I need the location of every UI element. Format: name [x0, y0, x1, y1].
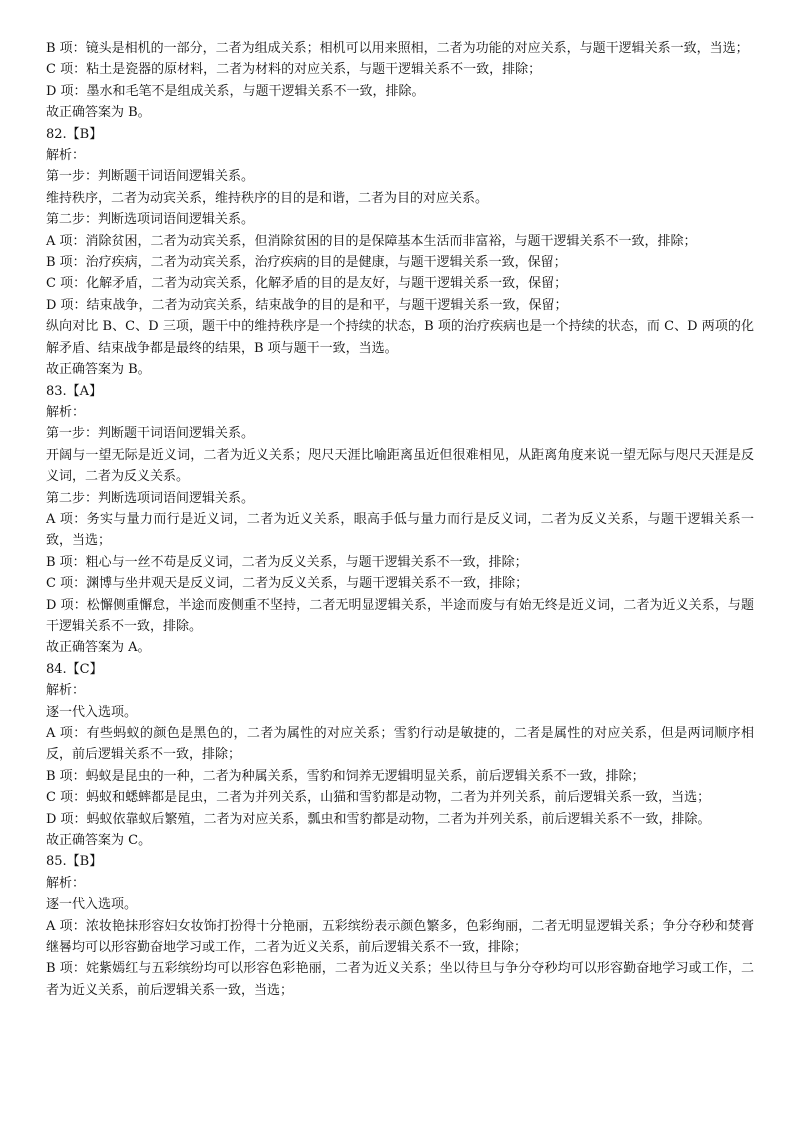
text-line: C 项：化解矛盾，二者为动宾关系，化解矛盾的目的是友好，与题干逻辑关系一致，保留；: [46, 276, 568, 292]
analysis-heading: 解析：: [46, 683, 86, 699]
text-line: B 项：粗心与一丝不苟是反义词，二者为反义关系，与题干逻辑关系不一致，排除；: [46, 554, 528, 570]
answer-line: 故正确答案为 C。: [46, 833, 152, 849]
text-line: A 项：消除贫困，二者为动宾关系，但消除贫困的目的是保障基本生活而非富裕，与题干逻辑关系不一致，排除；: [46, 233, 697, 249]
text-line: C 项：粘土是瓷器的原材料，二者为材料的对应关系，与题干逻辑关系不一致，排除；: [46, 62, 542, 78]
text-line: 逐一代入选项。: [46, 897, 138, 913]
question-number: 85.【B】: [46, 854, 103, 870]
text-line: A 项：务实与量力而行是近义词，二者为近义关系，眼高手低与量力而行是反义词，二者为反义关系，与题干逻辑关系一致，当选；: [46, 511, 754, 549]
answer-line: 故正确答案为 A。: [46, 640, 151, 656]
question-number: 84.【C】: [46, 661, 103, 677]
analysis-heading: 解析：: [46, 404, 86, 420]
analysis-heading: 解析：: [46, 875, 86, 891]
text-line: 逐一代入选项。: [46, 704, 138, 720]
question-number: 83.【A】: [46, 383, 103, 399]
text-line: 第二步：判断选项词语间逻辑关系。: [46, 212, 255, 228]
text-line: 第一步：判断题干词语间逻辑关系。: [46, 426, 255, 442]
answer-line: 故正确答案为 B。: [46, 105, 151, 121]
text-line: B 项：姹紫嫣红与五彩缤纷均可以形容色彩艳丽，二者为近义关系；坐以待旦与争分夺秒均可以形容勤奋地学习或工作，二者为近义关系，前后逻辑关系一致，当选；: [46, 961, 754, 998]
text-line: B 项：治疗疾病，二者为动宾关系，治疗疾病的目的是健康，与题干逻辑关系一致，保留；: [46, 255, 567, 271]
text-line: 第一步：判断题干词语间逻辑关系。: [46, 169, 255, 185]
text-line: 纵向对比 B、C、D 三项，题干中的维持秩序是一个持续的状态，B 项的治疗疾病也是一个持续的状态，而 C、D 两项的化解矛盾、结束战争都是最终的结果，B 项与题干一致，当选。: [46, 319, 754, 356]
text-line: D 项：松懈侧重懈怠，半途而废侧重不坚持，二者无明显逻辑关系，半途而废与有始无终是近义词，二者为近义关系，与题干逻辑关系不一致，排除。: [46, 597, 754, 634]
text-line: 维持秩序，二者为动宾关系，维持秩序的目的是和谐，二者为目的对应关系。: [46, 190, 489, 206]
text-line: B 项：蚂蚁是昆虫的一种，二者为种属关系，雪豹和饲养无逻辑明显关系，前后逻辑关系不一致，排除；: [46, 768, 645, 784]
answer-line: 故正确答案为 B。: [46, 362, 151, 378]
text-line: D 项：蚂蚁依靠蚁后繁殖，二者为对应关系，瓢虫和雪豹都是动物，二者为并列关系，前后逻辑关系不一致，排除。: [46, 811, 711, 827]
text-line: D 项：墨水和毛笔不是组成关系，与题干逻辑关系不一致，排除。: [46, 83, 425, 99]
text-line: 开阔与一望无际是近义词，二者为近义关系；咫尺天涯比喻距离虽近但很难相见，从距离角度来说一望无际与咫尺天涯是反义词，二者为反义关系。: [46, 447, 754, 485]
text-line: A 项：有些蚂蚁的颜色是黑色的，二者为属性的对应关系；雪豹行动是敏捷的，二者是属性的对应关系，但是两词顺序相反，前后逻辑关系不一致，排除；: [46, 726, 754, 763]
question-number: 82.【B】: [46, 126, 103, 142]
text-line: C 项：渊博与坐井观天是反义词，二者为反义关系，与题干逻辑关系不一致，排除；: [46, 576, 529, 592]
analysis-heading: 解析：: [46, 148, 86, 164]
text-line: 第二步：判断选项词语间逻辑关系。: [46, 490, 255, 506]
text-line: B 项：镜头是相机的一部分，二者为组成关系；相机可以用来照相，二者为功能的对应关系，与题干逻辑关系一致，当选；: [46, 41, 749, 56]
text-line: C 项：蚂蚁和蟋蟀都是昆虫，二者为并列关系，山猫和雪豹都是动物，二者为并列关系，前后逻辑关系一致，当选；: [46, 790, 711, 806]
text-line: D 项：结束战争，二者为动宾关系，结束战争的目的是和平，与题干逻辑关系一致，保留；: [46, 297, 568, 313]
text-line: A 项：浓妆艳抹形容妇女妆饰打扮得十分艳丽，五彩缤纷表示颜色繁多，色彩绚丽，二者无明显逻辑关系；争分夺秒和焚膏继晷均可以形容勤奋地学习或工作，二者为近义关系，前后逻辑关系不一致，排除；: [46, 918, 754, 956]
